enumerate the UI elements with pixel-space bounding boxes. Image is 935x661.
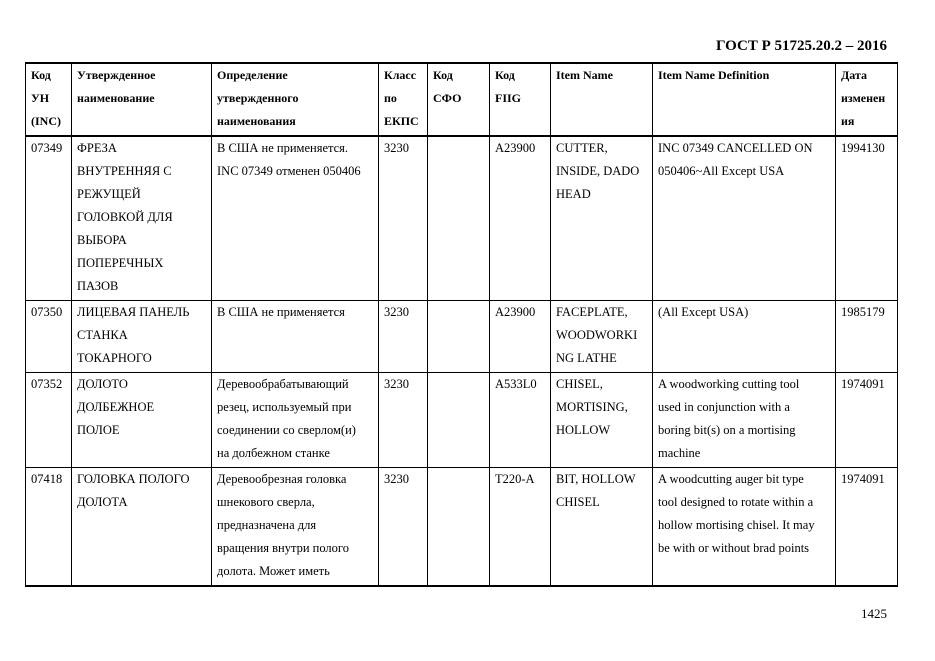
cell-name-ru: ФРЕЗА ВНУТРЕННЯЯ С РЕЖУЩЕЙ ГОЛОВКОЙ ДЛЯ ВЫБОРА ПОПЕРЕЧНЫХ ПАЗОВ xyxy=(72,136,212,301)
cell-definition-ru: Деревообрабатывающий резец, используемый при соединении со сверлом(и) на долбежном станке xyxy=(212,373,379,468)
column-header-fiig: Код FIIG xyxy=(490,63,551,136)
cell-item-definition: A woodworking cutting tool used in conjunction with a boring bit(s) on a mortising machine xyxy=(653,373,836,468)
cell-item-name: BIT, HOLLOW CHISEL xyxy=(551,468,653,587)
column-header-inc: Код УН (INC) xyxy=(26,63,72,136)
cell-date: 1994130 xyxy=(836,136,898,301)
cell-item-name: CUTTER, INSIDE, DADO HEAD xyxy=(551,136,653,301)
cell-sfo xyxy=(428,136,490,301)
column-header-class: Класс по ЕКПС xyxy=(379,63,428,136)
cell-name-ru: ДОЛОТО ДОЛБЕЖНОЕ ПОЛОЕ xyxy=(72,373,212,468)
cell-sfo xyxy=(428,373,490,468)
cell-name-ru: ЛИЦЕВАЯ ПАНЕЛЬ СТАНКА ТОКАРНОГО xyxy=(72,301,212,373)
cell-class: 3230 xyxy=(379,301,428,373)
cell-sfo xyxy=(428,468,490,587)
cell-inc: 07350 xyxy=(26,301,72,373)
cell-date: 1985179 xyxy=(836,301,898,373)
page-number: 1425 xyxy=(861,606,887,621)
cell-class: 3230 xyxy=(379,136,428,301)
column-header-item-definition: Item Name Definition xyxy=(653,63,836,136)
cell-item-name: CHISEL, MORTISING, HOLLOW xyxy=(551,373,653,468)
cell-definition-ru: В США не применяется. INC 07349 отменен 050406 xyxy=(212,136,379,301)
cell-sfo xyxy=(428,301,490,373)
cell-inc: 07352 xyxy=(26,373,72,468)
cell-definition-ru: Деревообрезная головка шнекового сверла, предназначена для вращения внутри полого долота. Может иметь xyxy=(212,468,379,587)
table-row xyxy=(26,373,898,468)
cell-fiig: T220-A xyxy=(490,468,551,587)
cell-item-definition: A woodcutting auger bit type tool designed to rotate within a hollow mortising chisel. It may be with or without brad points xyxy=(653,468,836,587)
cell-date: 1974091 xyxy=(836,468,898,587)
table-row xyxy=(26,301,898,373)
cell-class: 3230 xyxy=(379,468,428,587)
cell-class: 3230 xyxy=(379,373,428,468)
column-header-date: Дата изменен ия xyxy=(836,63,898,136)
column-header-item-name: Item Name xyxy=(551,63,653,136)
column-header-definition: Определение утвержденного наименования xyxy=(212,63,379,136)
catalog-table xyxy=(25,62,898,587)
cell-fiig: A23900 xyxy=(490,136,551,301)
column-header-sfo: Код СФО xyxy=(428,63,490,136)
cell-item-name: FACEPLATE, WOODWORKI NG LATHE xyxy=(551,301,653,373)
cell-item-definition: (All Except USA) xyxy=(653,301,836,373)
cell-fiig: A23900 xyxy=(490,301,551,373)
cell-date: 1974091 xyxy=(836,373,898,468)
cell-fiig: A533L0 xyxy=(490,373,551,468)
table-row xyxy=(26,468,898,587)
cell-inc: 07418 xyxy=(26,468,72,587)
cell-inc: 07349 xyxy=(26,136,72,301)
table-row xyxy=(26,136,898,301)
cell-name-ru: ГОЛОВКА ПОЛОГО ДОЛОТА xyxy=(72,468,212,587)
cell-item-definition: INC 07349 CANCELLED ON 050406~All Except USA xyxy=(653,136,836,301)
table-header-row xyxy=(26,63,898,136)
cell-definition-ru: В США не применяется xyxy=(212,301,379,373)
column-header-approved-name: Утвержденное наименование xyxy=(72,63,212,136)
document-standard-id: ГОСТ Р 51725.20.2 – 2016 xyxy=(715,38,887,54)
